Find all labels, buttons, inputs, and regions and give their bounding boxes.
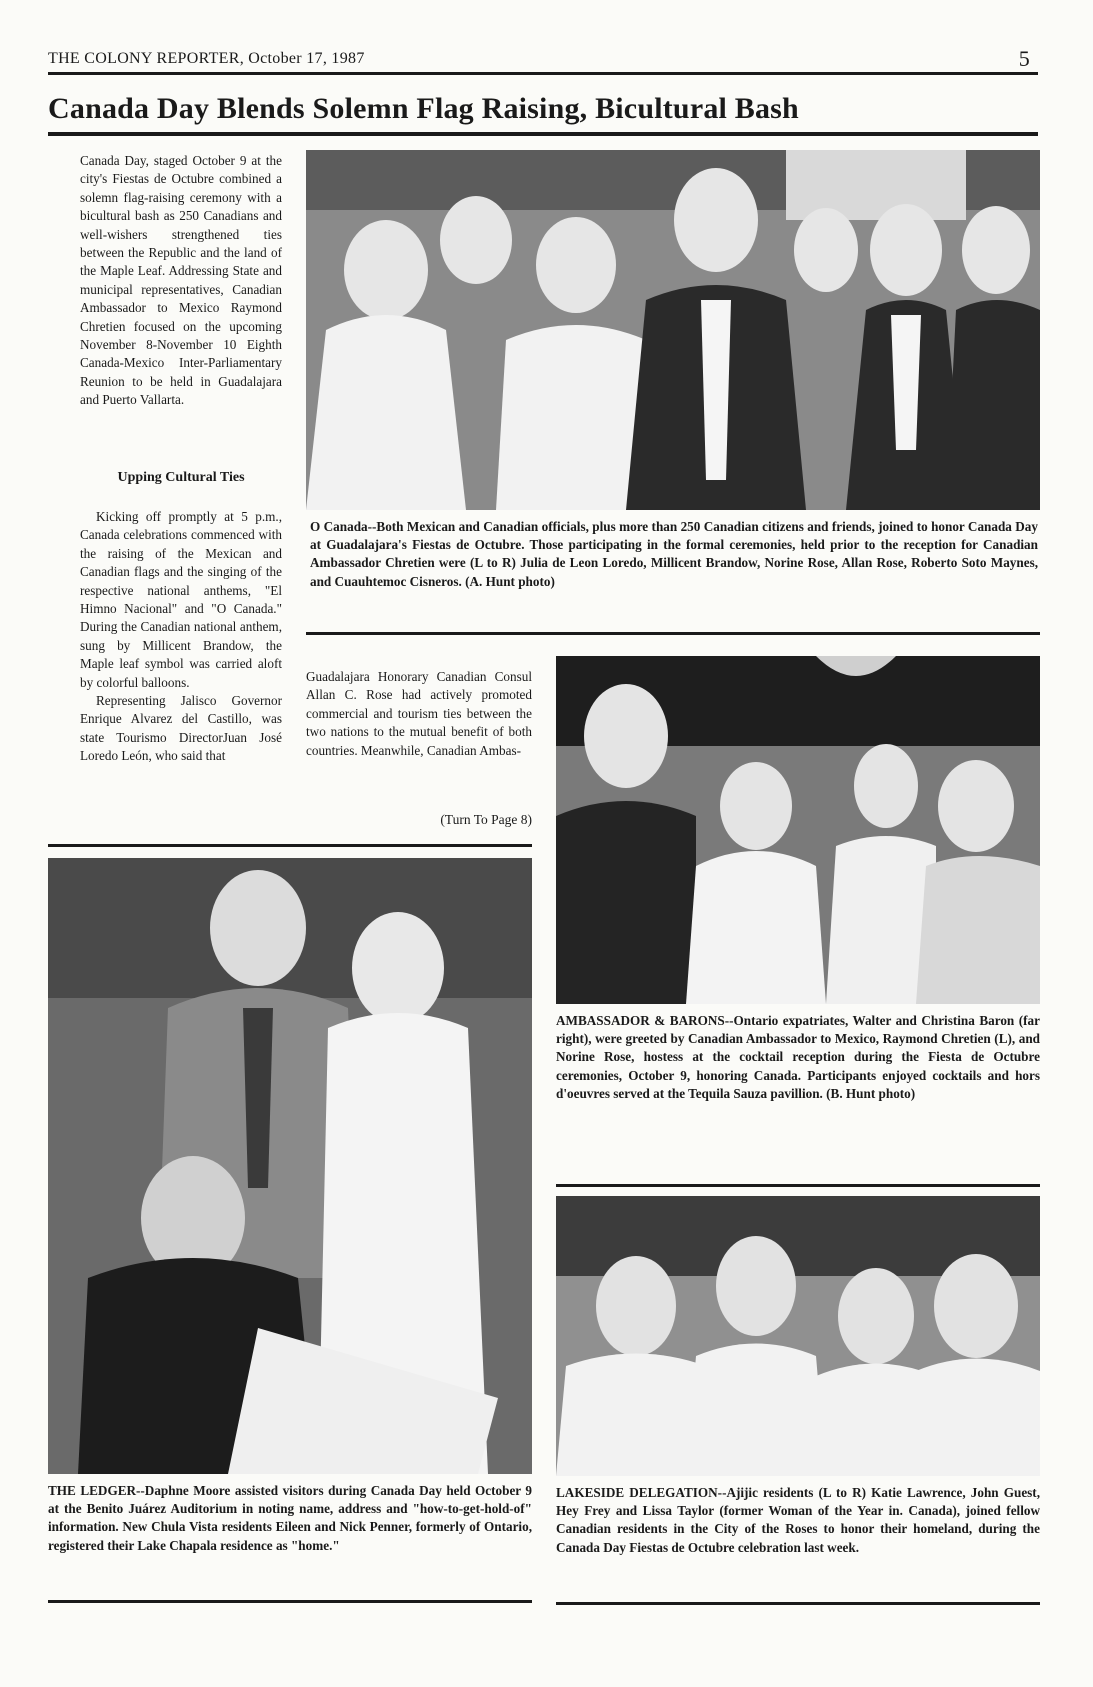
article-lead — [80, 152, 282, 410]
headline-rule — [48, 132, 1038, 136]
masthead — [48, 46, 1038, 72]
turn-to-page: (Turn To Page 8) — [440, 812, 532, 827]
photo-ambassador-image — [556, 656, 1040, 1004]
paragraph-3: Representing Jalisco Governor Enrique Alvarez del Castillo, was state Tourismo DirectorJuan José Loredo León, who said that — [80, 693, 282, 764]
caption-top-rule — [306, 632, 1040, 635]
masthead-rule — [48, 72, 1038, 75]
article-subhead: Upping Cultural Ties — [117, 470, 245, 485]
lead-paragraph: Canada Day, staged October 9 at the city's Fiestas de Octubre combined a solemn flag-raising ceremony with a bicultural bash as 250 Canadians and well-wishers strengthened ties between the Republic and the land of the Maple Leaf. Addressing State and municipal representatives, Canadian Ambassador to Mexico Raymond Chretien focused on the upcoming November 8-November 10 Eighth Canada-Mexico Inter-Parliamentary Reunion to be held in Guadalajara and Puerto Vallarta. — [80, 153, 282, 408]
article-column-left — [80, 508, 282, 766]
publication-line: THE COLONY REPORTER, October 17, 1987 — [48, 50, 365, 67]
page-number: 5 — [1018, 46, 1030, 71]
headline: Canada Day Blends Solemn Flag Raising, Bicultural Bash — [48, 92, 799, 125]
photo-lakeside-delegation — [556, 1196, 1040, 1476]
paragraph-2: Kicking off promptly at 5 p.m., Canada celebrations commenced with the raising of the Mexican and Canadian flags and the singing of the respective national anthems, "El Himno Nacional" and "O Canada." During the Canadian national anthem, sung by Millicent Brandow, the Maple leaf symbol was carried aloft by colorful balloons. — [80, 509, 282, 690]
article-end-rule — [48, 844, 532, 847]
caption-ambassador-rule — [556, 1184, 1040, 1187]
article-column-middle — [306, 668, 532, 760]
caption-ambassador-barons: AMBASSADOR & BARONS--Ontario expatriates, Walter and Christina Baron (far right), were greeted by Canadian Ambassador to Mexico, Raymond Chretien (L), and Norine Rose, hostess at the cocktail reception during the Fiesta de Octubre ceremonies, October 9, honoring Canada. Participants enjoyed cocktails and hors d'oeuvres served at the Tequila Sauza pavillion. (B. Hunt photo) — [556, 1013, 1040, 1101]
caption-lakeside-delegation: LAKESIDE DELEGATION--Ajijic residents (L to R) Katie Lawrence, John Guest, Hey Frey and Lissa Taylor (former Woman of the Year in. Canada), joined fellow Canadian residents in the City of the Roses to honor their homeland, during the Canada Day Fiestas de Octubre celebration last week. — [556, 1485, 1040, 1555]
photo-flag-ceremony-image — [306, 150, 1040, 510]
caption-flag-ceremony: O Canada--Both Mexican and Canadian officials, plus more than 250 Canadian citizens and friends, joined to honor Canada Day at Guadalajara's Fiestas de Octubre. Those participating in the formal ceremonies, held prior to the reception for Canadian Ambassador Chretien were (L to R) Julia de Leon Loredo, Millicent Brandow, Norine Rose, Allan Rose, Roberto Soto Maynes, and Cuauhtemoc Cisneros. (A. Hunt photo) — [310, 519, 1038, 589]
caption-ledger-rule — [48, 1600, 532, 1603]
caption-lakeside-rule — [556, 1602, 1040, 1605]
caption-the-ledger: THE LEDGER--Daphne Moore assisted visitors during Canada Day held October 9 at the Benito Juárez Auditorium in noting name, address and "how-to-get-hold-of" information. New Chula Vista residents Eileen and Nick Penner, formerly of Ontario, registered their Lake Chapala residence as "home." — [48, 1483, 532, 1553]
photo-ambassador-barons — [556, 656, 1040, 1004]
photo-ledger-image — [48, 858, 532, 1474]
photo-lakeside-image — [556, 1196, 1040, 1476]
photo-the-ledger — [48, 858, 532, 1474]
photo-flag-ceremony — [306, 150, 1040, 510]
paragraph-4: Guadalajara Honorary Canadian Consul Allan C. Rose had actively promoted commercial and tourism ties between the two nations to the mutual benefit of both countries. Meanwhile, Canadian Ambas- — [306, 669, 532, 758]
